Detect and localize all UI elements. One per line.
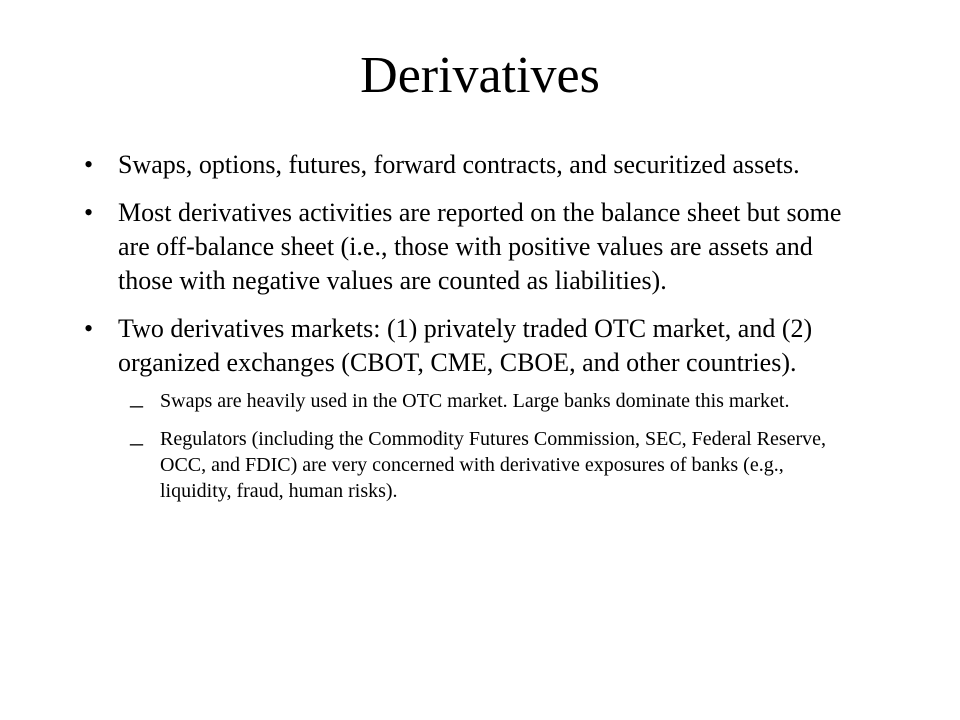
bullet-text: Most derivatives activities are reported on the balance sheet but some are off-balance sheet (i.e., those with positive values are assets and those with negative values are counted as liabilities). (118, 198, 842, 295)
bullet-list (0, 148, 960, 518)
bullet-item (84, 148, 858, 182)
sub-bullet-item (130, 426, 860, 504)
sub-bullet-marker: – (130, 428, 143, 457)
sub-bullet-list (118, 388, 858, 504)
bullet-item (84, 312, 858, 504)
sub-bullet-text: Regulators (including the Commodity Futures Commission, SEC, Federal Reserve, OCC, and FDIC) are very concerned with derivative exposures of banks (e.g., liquidity, fraud, human risks). (160, 428, 827, 502)
bullet-item (84, 196, 858, 298)
sub-bullet-item (130, 388, 860, 419)
bullet-marker: • (84, 314, 94, 343)
bullet-marker: • (84, 198, 94, 227)
slide-title: Derivatives (360, 47, 600, 104)
sub-bullet-marker: – (130, 390, 143, 419)
bullet-marker: • (84, 150, 94, 179)
bullet-text: Two derivatives markets: (1) privately traded OTC market, and (2) organized exchanges (CBOT, CME, CBOE, and other countries). (118, 314, 813, 377)
bullet-text: Swaps, options, futures, forward contracts, and securitized assets. (118, 150, 800, 179)
sub-bullet-text: Swaps are heavily used in the OTC market. Large banks dominate this market. (160, 390, 790, 412)
